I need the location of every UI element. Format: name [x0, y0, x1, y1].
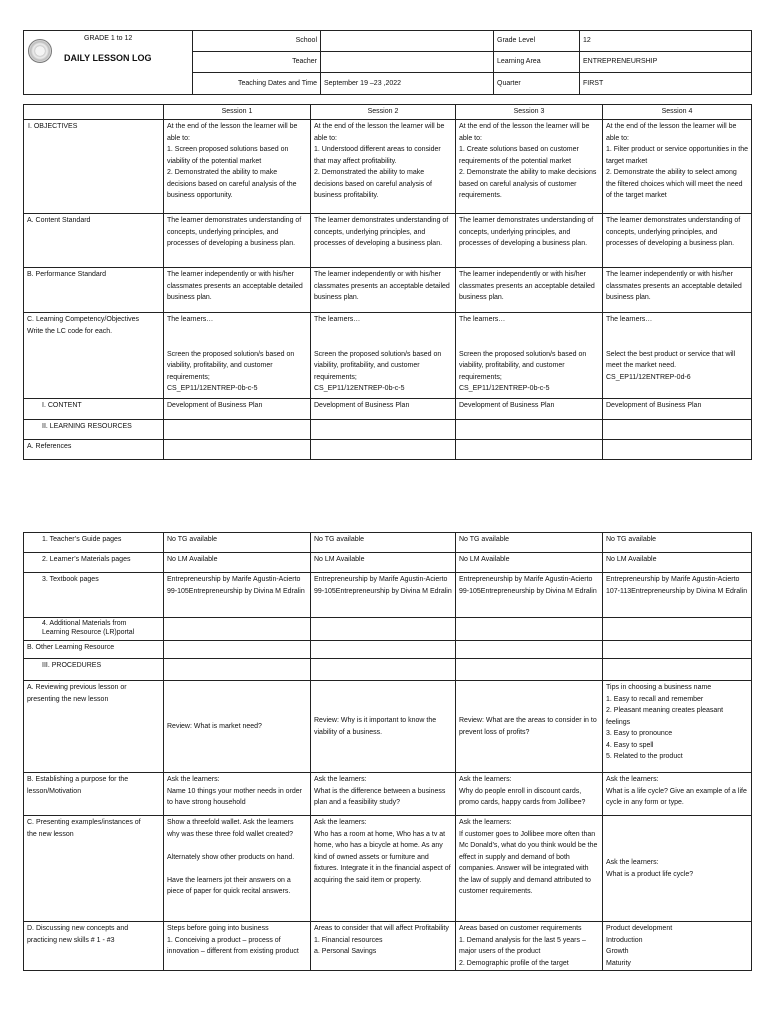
table-cell	[164, 641, 311, 659]
table-cell: At the end of the lesson the learner will be able to: 1. Screen proposed solutions based on viability of the potential market 2. Demonstrated the ability to make decisions based on careful analysis of the business opportunity.	[164, 120, 311, 214]
table-cell: Entrepreneurship by Marife Agustin-Acierto 99-105Entrepreneurship by Divina M Edralin	[456, 573, 603, 618]
table-cell: The learners… Screen the proposed solution/s based on viability, profitability, and customer requirements; CS_EP11/12ENTREP-0b-c-5	[456, 313, 603, 399]
row-label: C. Learning Competency/Objectives Write the LC code for each.	[24, 313, 164, 399]
table-cell	[456, 641, 603, 659]
table-row	[24, 420, 752, 440]
table-cell	[456, 659, 603, 681]
table-cell: Entrepreneurship by Marife Agustin-Acierto 107-113Entrepreneurship by Divina M Edralin	[603, 573, 752, 618]
table-row	[24, 214, 752, 268]
table-cell: The learner independently or with his/her classmates presents an acceptable detailed business plan.	[456, 268, 603, 313]
learning-area-label: Learning Area	[494, 52, 580, 73]
grade-level-label: Grade Level	[494, 31, 580, 52]
table-row	[24, 618, 752, 641]
lesson-table-1	[23, 104, 752, 460]
header-title-cell	[24, 31, 193, 95]
table-cell: No TG available	[603, 533, 752, 553]
table-cell: The learner independently or with his/her classmates presents an acceptable detailed business plan.	[164, 268, 311, 313]
table-row	[24, 573, 752, 618]
table-cell: The learner independently or with his/her classmates presents an acceptable detailed business plan.	[603, 268, 752, 313]
table-cell: No TG available	[311, 533, 456, 553]
table-cell: No LM Available	[456, 553, 603, 573]
row-label: D. Discussing new concepts and practicing new skills # 1 - #3	[24, 922, 164, 971]
table-cell	[456, 618, 603, 641]
table-cell	[603, 420, 752, 440]
table-row	[24, 268, 752, 313]
table-cell: Review: What are the areas to consider in to prevent loss of profits?	[456, 681, 603, 773]
row-label: III. PROCEDURES	[24, 659, 164, 681]
dates-value: September 19 –23 ,2022	[321, 73, 494, 95]
table-cell: Ask the learners: Why do people enroll in discount cards, promo cards, happy cards from Jollibee?	[456, 773, 603, 816]
table-cell	[311, 440, 456, 460]
table-row	[24, 922, 752, 971]
table-cell: The learners… Screen the proposed solution/s based on viability, profitability, and customer requirements; CS_EP11/12ENTREP-0b-c-5	[164, 313, 311, 399]
table-cell	[311, 618, 456, 641]
row-label: B. Other Learning Resource	[24, 641, 164, 659]
table-cell: At the end of the lesson the learner will be able to: 1. Create solutions based on customer requirements of the potential market 2. Demonstrate the ability to make decisions based on careful analysis of customer requirements.	[456, 120, 603, 214]
table-cell: At the end of the lesson the learner will be able to: 1. Understood different areas to consider that may affect profitability. 2. Demonstrated the ability to make decisions based on careful analysis of business profitability.	[311, 120, 456, 214]
table-cell	[603, 618, 752, 641]
row-label: I. CONTENT	[24, 399, 164, 420]
row-label: B. Performance Standard	[24, 268, 164, 313]
table-cell: The learner independently or with his/her classmates presents an acceptable detailed business plan.	[311, 268, 456, 313]
dates-label: Teaching Dates and Time	[193, 73, 321, 95]
table-row	[24, 659, 752, 681]
table-cell: The learner demonstrates understanding of concepts, underlying principles, and processes of developing a business plan.	[164, 214, 311, 268]
table-cell: Tips in choosing a business name 1. Easy to recall and remember 2. Pleasant meaning creates pleasant feelings 3. Easy to pronounce 4. Easy to spell 5. Related to the product	[603, 681, 752, 773]
table-cell: Entrepreneurship by Marife Agustin-Acierto 99-105Entrepreneurship by Divina M Edralin	[311, 573, 456, 618]
table-cell: The learner demonstrates understanding of concepts, underlying principles, and processes of developing a business plan.	[311, 214, 456, 268]
table-cell: The learners… Screen the proposed solution/s based on viability, profitability, and customer requirements; CS_EP11/12ENTREP-0b-c-5	[311, 313, 456, 399]
table-cell: Development of Business Plan	[456, 399, 603, 420]
row-label: I. OBJECTIVES	[24, 120, 164, 214]
header-table	[23, 30, 752, 95]
learning-area-value: ENTREPRENEURSHIP	[580, 52, 752, 73]
deped-seal-icon	[28, 39, 52, 63]
table-row	[24, 681, 752, 773]
table-cell	[603, 641, 752, 659]
table-cell: Ask the learners: Who has a room at home, Who has a tv at home, who has a bicycle at home. As any kind of owned assets or furniture and fixtures. Integrate it in the financial aspect of acquiring the said item or property.	[311, 816, 456, 922]
table-cell: Ask the learners: What is the difference between a business plan and a feasibility study?	[311, 773, 456, 816]
table-cell: The learners… Select the best product or service that will meet the market need. CS_EP11/12ENTREP-0d-6	[603, 313, 752, 399]
row-label: II. LEARNING RESOURCES	[24, 420, 164, 440]
table-cell	[164, 659, 311, 681]
quarter-label: Quarter	[494, 73, 580, 95]
table-cell	[603, 440, 752, 460]
session-header: Session 3	[456, 105, 603, 120]
table-cell: No TG available	[456, 533, 603, 553]
teacher-value	[321, 52, 494, 73]
table-cell: Areas based on customer requirements 1. Demand analysis for the last 5 years – major users of the product 2. Demographic profile of the target	[456, 922, 603, 971]
table-cell	[456, 420, 603, 440]
grade-range: GRADE 1 to 12	[84, 35, 133, 42]
row-label: C. Presenting examples/instances of the new lesson	[24, 816, 164, 922]
teacher-label: Teacher	[193, 52, 321, 73]
table-cell: Product development Introduction Growth Maturity	[603, 922, 752, 971]
table-cell: No TG available	[164, 533, 311, 553]
table-cell: Show a threefold wallet. Ask the learners why was these three fold wallet created? Alternately show other products on hand. Have the learners jot their answers on a piece of paper for quick recital answers.	[164, 816, 311, 922]
table-cell: The learner demonstrates understanding of concepts, underlying principles, and processes of developing a business plan.	[456, 214, 603, 268]
table-cell	[164, 618, 311, 641]
row-label: A. Content Standard	[24, 214, 164, 268]
table-row	[24, 773, 752, 816]
table-row	[24, 553, 752, 573]
table-cell: The learner demonstrates understanding of concepts, underlying principles, and processes of developing a business plan.	[603, 214, 752, 268]
session-header: Session 4	[603, 105, 752, 120]
table-row	[24, 641, 752, 659]
table-row	[24, 816, 752, 922]
table-cell	[311, 420, 456, 440]
log-title: DAILY LESSON LOG	[64, 53, 152, 63]
session-header-row	[24, 105, 752, 120]
table-cell: Ask the learners: What is a life cycle? Give an example of a life cycle in any form or type.	[603, 773, 752, 816]
session-header: Session 1	[164, 105, 311, 120]
row-label: 3. Textbook pages	[24, 573, 164, 618]
table-cell: At the end of the lesson the learner will be able to: 1. Filter product or service opportunities in the target market 2. Demonstrate the ability to select among the filtered choices which will meet the need of the target market	[603, 120, 752, 214]
table-cell: No LM Available	[164, 553, 311, 573]
table-cell: Development of Business Plan	[164, 399, 311, 420]
row-label: B. Establishing a purpose for the lesson/Motivation	[24, 773, 164, 816]
table-cell: Steps before going into business 1. Conceiving a product – process of innovation – different from existing product	[164, 922, 311, 971]
school-value	[321, 31, 494, 52]
row-label: 2. Learner’s Materials pages	[24, 553, 164, 573]
table-cell	[164, 420, 311, 440]
corner-cell	[24, 105, 164, 120]
table-row	[24, 533, 752, 553]
row-label: 4. Additional Materials from Learning Resource (LR)portal	[24, 618, 164, 641]
row-label: 1. Teacher’s Guide pages	[24, 533, 164, 553]
table-cell: Review: What is market need?	[164, 681, 311, 773]
quarter-value: FIRST	[580, 73, 752, 95]
table-row	[24, 440, 752, 460]
table-row	[24, 399, 752, 420]
table-cell	[311, 641, 456, 659]
table-cell: No LM Available	[603, 553, 752, 573]
table-cell: Development of Business Plan	[311, 399, 456, 420]
table-cell: Review: Why is it important to know the viability of a business.	[311, 681, 456, 773]
table-cell	[456, 440, 603, 460]
row-label: A. Reviewing previous lesson or presenting the new lesson	[24, 681, 164, 773]
table-cell	[311, 659, 456, 681]
table-cell: Areas to consider that will affect Profitability 1. Financial resources a. Personal Savings	[311, 922, 456, 971]
table-cell	[603, 659, 752, 681]
lesson-table-2	[23, 532, 752, 971]
table-row	[24, 313, 752, 399]
table-row	[24, 120, 752, 214]
table-cell: Ask the learners: If customer goes to Jollibee more often than Mc Donald’s, what do you think would be the effect in supply and demand of both companies. Answer will be integrated with the law of supply and demand attributed to customer requirements.	[456, 816, 603, 922]
table-cell: No LM Available	[311, 553, 456, 573]
table-cell: Entrepreneurship by Marife Agustin-Acierto 99-105Entrepreneurship by Divina M Edralin	[164, 573, 311, 618]
table-cell: Ask the learners: What is a product life cycle?	[603, 816, 752, 922]
row-label: A. References	[24, 440, 164, 460]
school-label: School	[193, 31, 321, 52]
session-header: Session 2	[311, 105, 456, 120]
table-cell: Ask the learners: Name 10 things your mother needs in order to have strong household	[164, 773, 311, 816]
table-cell: Development of Business Plan	[603, 399, 752, 420]
grade-level-value: 12	[580, 31, 752, 52]
table-cell	[164, 440, 311, 460]
